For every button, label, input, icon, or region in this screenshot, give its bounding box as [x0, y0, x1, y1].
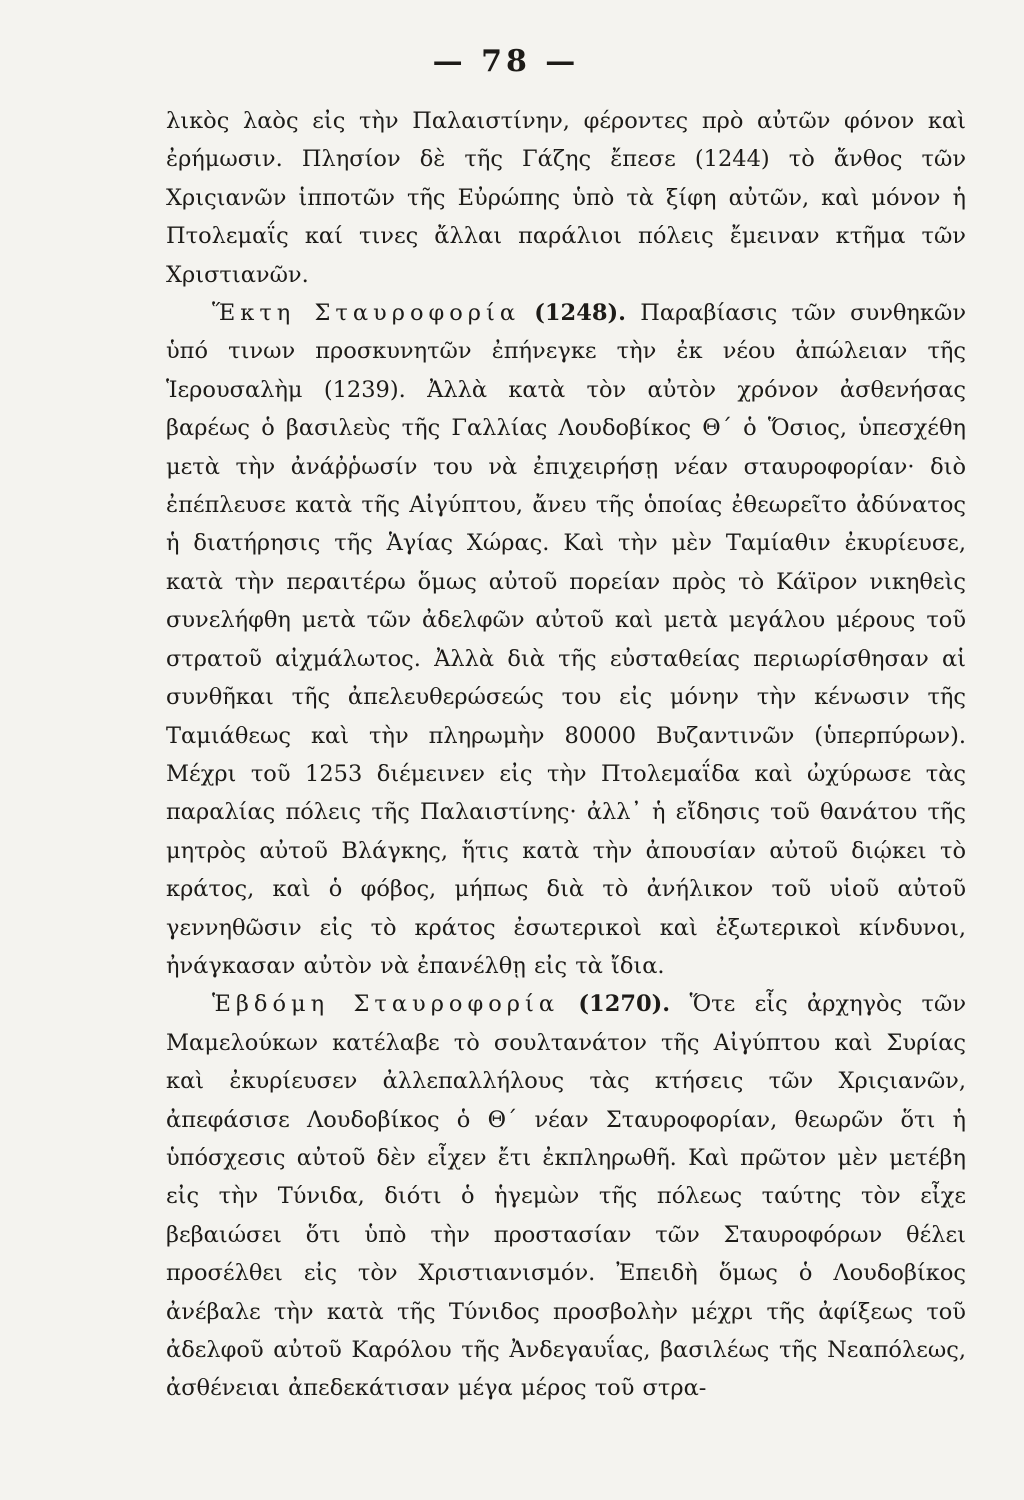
paragraph	[166, 985, 966, 1407]
paragraph-text: λικὸς λαὸς εἰς τὴν Παλαιστίνην, φέροντες πρὸ αὐτῶν φόνον καὶ ἐρήμωσιν. Πλησίον δὲ τῆς Γάζης ἔπεσε (1244) τὸ ἄνθος τῶν Χριςιανῶν ἱπποτῶν τῆς Εὐρώπης ὑπὸ τὰ ξίφη αὐτῶν, καὶ μόνον ἡ Πτολεμαΐς καί τινες ἄλλαι παράλιοι πόλεις ἔμειναν κτῆμα τῶν Χριστιανῶν.	[166, 108, 966, 288]
paragraph-text: Παραβίασις τῶν συνθηκῶν ὑπό τινων προσκυνητῶν ἐπήνεγκε τὴν ἐκ νέου ἀπώλειαν τῆς Ἱερουσαλὴμ (1239). Ἀλλὰ κατὰ τὸν αὐτὸν χρόνον ἀσθενήσας βαρέως ὁ βασιλεὺς τῆς Γαλλίας Λουδοβίκος Θ΄ ὁ Ὅσιος, ὑπεσχέθη μετὰ τὴν ἀνάῤῥωσίν του νὰ ἐπιχειρήσῃ νέαν σταυροφορίαν· διὸ ἐπέπλευσε κατὰ τῆς Αἰγύπτου, ἄνευ τῆς ὁποίας ἐθεωρεῖτο ἀδύνατος ἡ διατήρησις τῆς Ἁγίας Χώρας. Καὶ τὴν μὲν Ταμίαθιν ἐκυρίευσε, κατὰ τὴν περαιτέρω ὅμως αὐτοῦ πορείαν πρὸς τὸ Κάϊρον νικηθεὶς συνελήφθη μετὰ τῶν ἀδελφῶν αὐτοῦ καὶ μετὰ μεγάλου μέρους τοῦ στρατοῦ αἰχμάλωτος. Ἀλλὰ διὰ τῆς εὐσταθείας περιωρίσθησαν αἱ συνθῆκαι τῆς ἀπελευθερώσεώς του εἰς μόνην τὴν κένωσιν τῆς Ταμιάθεως καὶ τὴν πληρωμὴν 80000 Βυζαντινῶν (ὑπερπύρων). Μέχρι τοῦ 1253 διέμεινεν εἰς τὴν Πτολεμαΐδα καὶ ὠχύρωσε τὰς παραλίας πόλεις τῆς Παλαιστίνης· ἀλλ᾽ ἡ εἴδησις τοῦ θανάτου τῆς μητρὸς αὐτοῦ Βλάγκης, ἥτις κατὰ τὴν ἀπουσίαν αὐτοῦ διῴκει τὸ κράτος, καὶ ὁ φόβος, μήπως διὰ τὸ ἀνήλικον τοῦ υἱοῦ αὐτοῦ γεννηθῶσιν εἰς τὸ κράτος ἐσωτερικοὶ καὶ ἐξωτερικοὶ κίνδυνοι, ἠνάγκασαν αὐτὸν νὰ ἐπανέλθῃ εἰς τὰ ἴδια.	[166, 300, 966, 979]
section-heading: Ἑβδόμη Σταυροφορία	[212, 991, 560, 1018]
page-body	[166, 102, 966, 1408]
section-year: (1248).	[534, 300, 626, 327]
paragraph	[166, 294, 966, 985]
section-heading: Ἕκτη Σταυροφορία	[212, 300, 521, 327]
paragraph	[166, 102, 966, 294]
section-year: (1270).	[578, 991, 671, 1018]
page-number: — 78 —	[432, 44, 580, 79]
paragraph-text: Ὅτε εἷς ἀρχηγὸς τῶν Μαμελούκων κατέλαβε τὸ σουλτανάτον τῆς Αἰγύπτου καὶ Συρίας καὶ ἐκυρίευσεν ἀλλεπαλλήλους τὰς κτήσεις τῶν Χριςιανῶν, ἀπεφάσισε Λουδοβίκος ὁ Θ΄ νέαν Σταυροφορίαν, θεωρῶν ὅτι ἡ ὑπόσχεσις αὐτοῦ δὲν εἶχεν ἔτι ἐκπληρωθῆ. Καὶ πρῶτον μὲν μετέβη εἰς τὴν Τύνιδα, διότι ὁ ἡγεμὼν τῆς πόλεως ταύτης τὸν εἶχε βεβαιώσει ὅτι ὑπὸ τὴν προστασίαν τῶν Σταυροφόρων θέλει προσέλθει εἰς τὸν Χριστιανισμόν. Ἐπειδὴ ὅμως ὁ Λουδοβίκος ἀνέβαλε τὴν κατὰ τῆς Τύνιδος προσβολὴν μέχρι τῆς ἀφίξεως τοῦ ἀδελφοῦ αὐτοῦ Καρόλου τῆς Ἀνδεγαυΐας, βασιλέως τῆς Νεαπόλεως, ἀσθένειαι ἀπεδεκάτισαν μέγα μέρος τοῦ στρα-	[166, 991, 967, 1402]
